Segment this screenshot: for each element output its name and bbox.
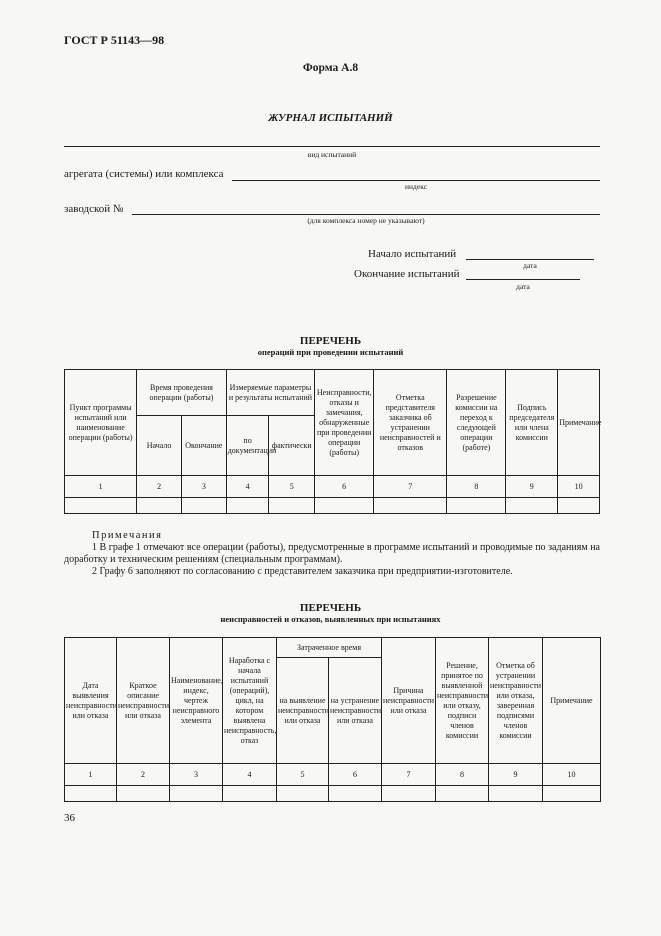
t2-empty-cell [65, 786, 117, 802]
t2-head-2: Краткое описание неисправности или отказа [117, 638, 170, 764]
t2-head-10: Примечание [543, 638, 601, 764]
t1-num-4: 4 [226, 476, 269, 498]
t1-empty-cell [506, 498, 558, 514]
t1-head-4: по документации [226, 416, 269, 476]
t1-head-5: фактически [269, 416, 315, 476]
list1-title: ПЕРЕЧЕНЬ [299, 335, 362, 347]
t2-head-3: Наименование, индекс, чертеж неисправного элемента [170, 638, 223, 764]
start-date-caption: дата [523, 261, 537, 270]
t1-empty-cell [226, 498, 269, 514]
end-label: Окончание испытаний [354, 268, 460, 280]
t1-num-6: 6 [315, 476, 374, 498]
t2-empty-cell [223, 786, 277, 802]
t1-num-8: 8 [447, 476, 506, 498]
serial-label: заводской № [64, 203, 124, 215]
serial-line [132, 214, 600, 215]
test-type-caption: вид испытаний [307, 150, 357, 159]
t1-head-4-5: Измеряемые параметры и результаты испытаний [226, 370, 314, 416]
list2-subtitle: неисправностей и отказов, выявленных при испытаниях [220, 614, 441, 624]
t2-empty-cell [329, 786, 382, 802]
t2-head-7: Причина неисправности или отказа [382, 638, 436, 764]
t2-num-2: 2 [117, 764, 170, 786]
t2-head-6: на устранение неисправности или отказа [329, 658, 382, 764]
t2-head-8: Решение, принятое по выявленной неисправности или отказу, подписи членов комиссии [436, 638, 489, 764]
t1-num-2: 2 [137, 476, 182, 498]
t1-num-5: 5 [269, 476, 315, 498]
notes-heading: Примечания [92, 530, 163, 541]
standard-header: ГОСТ Р 51143—98 [64, 33, 165, 47]
t2-empty-cell [489, 786, 543, 802]
t1-head-2-3: Время проведения операции (работы) [137, 370, 227, 416]
failures-table [64, 637, 601, 802]
list2-title: ПЕРЕЧЕНЬ [299, 602, 362, 614]
t1-empty-cell [315, 498, 374, 514]
note-1: 1 В графе 1 отмечают все операции (работы), предусмотренные в программе испытаний и проводимые по заданиям на доработку и техническим решениям (специальным программам). [64, 542, 600, 565]
serial-caption: (для комплекса номер не указывают) [307, 216, 425, 225]
t2-empty-cell [170, 786, 223, 802]
t1-head-6: Неисправности, отказы и замечания, обнаруженные при проведении операции (работы) [315, 370, 374, 476]
t1-head-7: Отметка представителя заказчика об устранении неисправностей и отказов [374, 370, 447, 476]
t2-num-1: 1 [65, 764, 117, 786]
t1-head-8: Разрешение комиссии на переход к следующей операции (работе) [447, 370, 506, 476]
end-date-caption: дата [516, 282, 530, 291]
list1-subtitle: операций при проведении испытаний [257, 347, 404, 357]
t2-head-1: Дата выявления неисправности или отказа [65, 638, 117, 764]
t2-empty-cell [543, 786, 601, 802]
t1-num-9: 9 [506, 476, 558, 498]
t2-num-5: 5 [277, 764, 329, 786]
index-caption: индекс [405, 182, 427, 191]
t1-empty-cell [558, 498, 600, 514]
end-line [466, 279, 580, 280]
t1-head-3: Окончание [181, 416, 226, 476]
notes-block [64, 530, 600, 578]
t2-num-3: 3 [170, 764, 223, 786]
t2-num-8: 8 [436, 764, 489, 786]
t2-empty-cell [277, 786, 329, 802]
t1-empty-cell [374, 498, 447, 514]
t1-num-1: 1 [65, 476, 137, 498]
t1-empty-cell [137, 498, 182, 514]
t2-head-4: Наработка с начала испытаний (операций), цикл, на котором выявлена неисправность, отказ [223, 638, 277, 764]
t2-num-10: 10 [543, 764, 601, 786]
journal-title: ЖУРНАЛ ИСПЫТАНИЙ [268, 112, 393, 124]
start-line [466, 259, 594, 260]
t2-num-4: 4 [223, 764, 277, 786]
t1-empty-cell [269, 498, 315, 514]
t1-empty-cell [447, 498, 506, 514]
t1-head-9: Подпись председателя или члена комиссии [506, 370, 558, 476]
t1-num-7: 7 [374, 476, 447, 498]
page-number: 36 [64, 812, 75, 824]
t1-num-10: 10 [558, 476, 600, 498]
t2-num-9: 9 [489, 764, 543, 786]
operations-table [64, 369, 600, 514]
aggregate-line [232, 180, 600, 181]
t2-empty-cell [382, 786, 436, 802]
t2-head-5-6: Затраченное время [277, 638, 382, 658]
t1-head-10: Примечание [558, 370, 600, 476]
list2-heading [0, 602, 661, 624]
t2-num-7: 7 [382, 764, 436, 786]
t1-empty-cell [65, 498, 137, 514]
start-label: Начало испытаний [368, 248, 457, 260]
t2-num-6: 6 [329, 764, 382, 786]
aggregate-label: агрегата (системы) или комплекса [64, 168, 224, 180]
t1-head-2: Начало [137, 416, 182, 476]
t2-empty-cell [436, 786, 489, 802]
t1-num-3: 3 [181, 476, 226, 498]
t2-head-9: Отметка об устранении неисправности или отказа, заверенная подписями членов комиссии [489, 638, 543, 764]
t2-head-5: на выявление неисправности или отказа [277, 658, 329, 764]
t1-empty-cell [181, 498, 226, 514]
note-2: 2 Графу 6 заполняют по согласованию с представителем заказчика при предприятии-изготовителе. [92, 566, 513, 577]
t2-empty-cell [117, 786, 170, 802]
list1-heading [0, 335, 661, 357]
t1-head-1: Пункт программы испытаний или наименование операции (работы) [65, 370, 137, 476]
form-title: Форма А.8 [302, 62, 359, 74]
test-type-line [64, 146, 600, 147]
